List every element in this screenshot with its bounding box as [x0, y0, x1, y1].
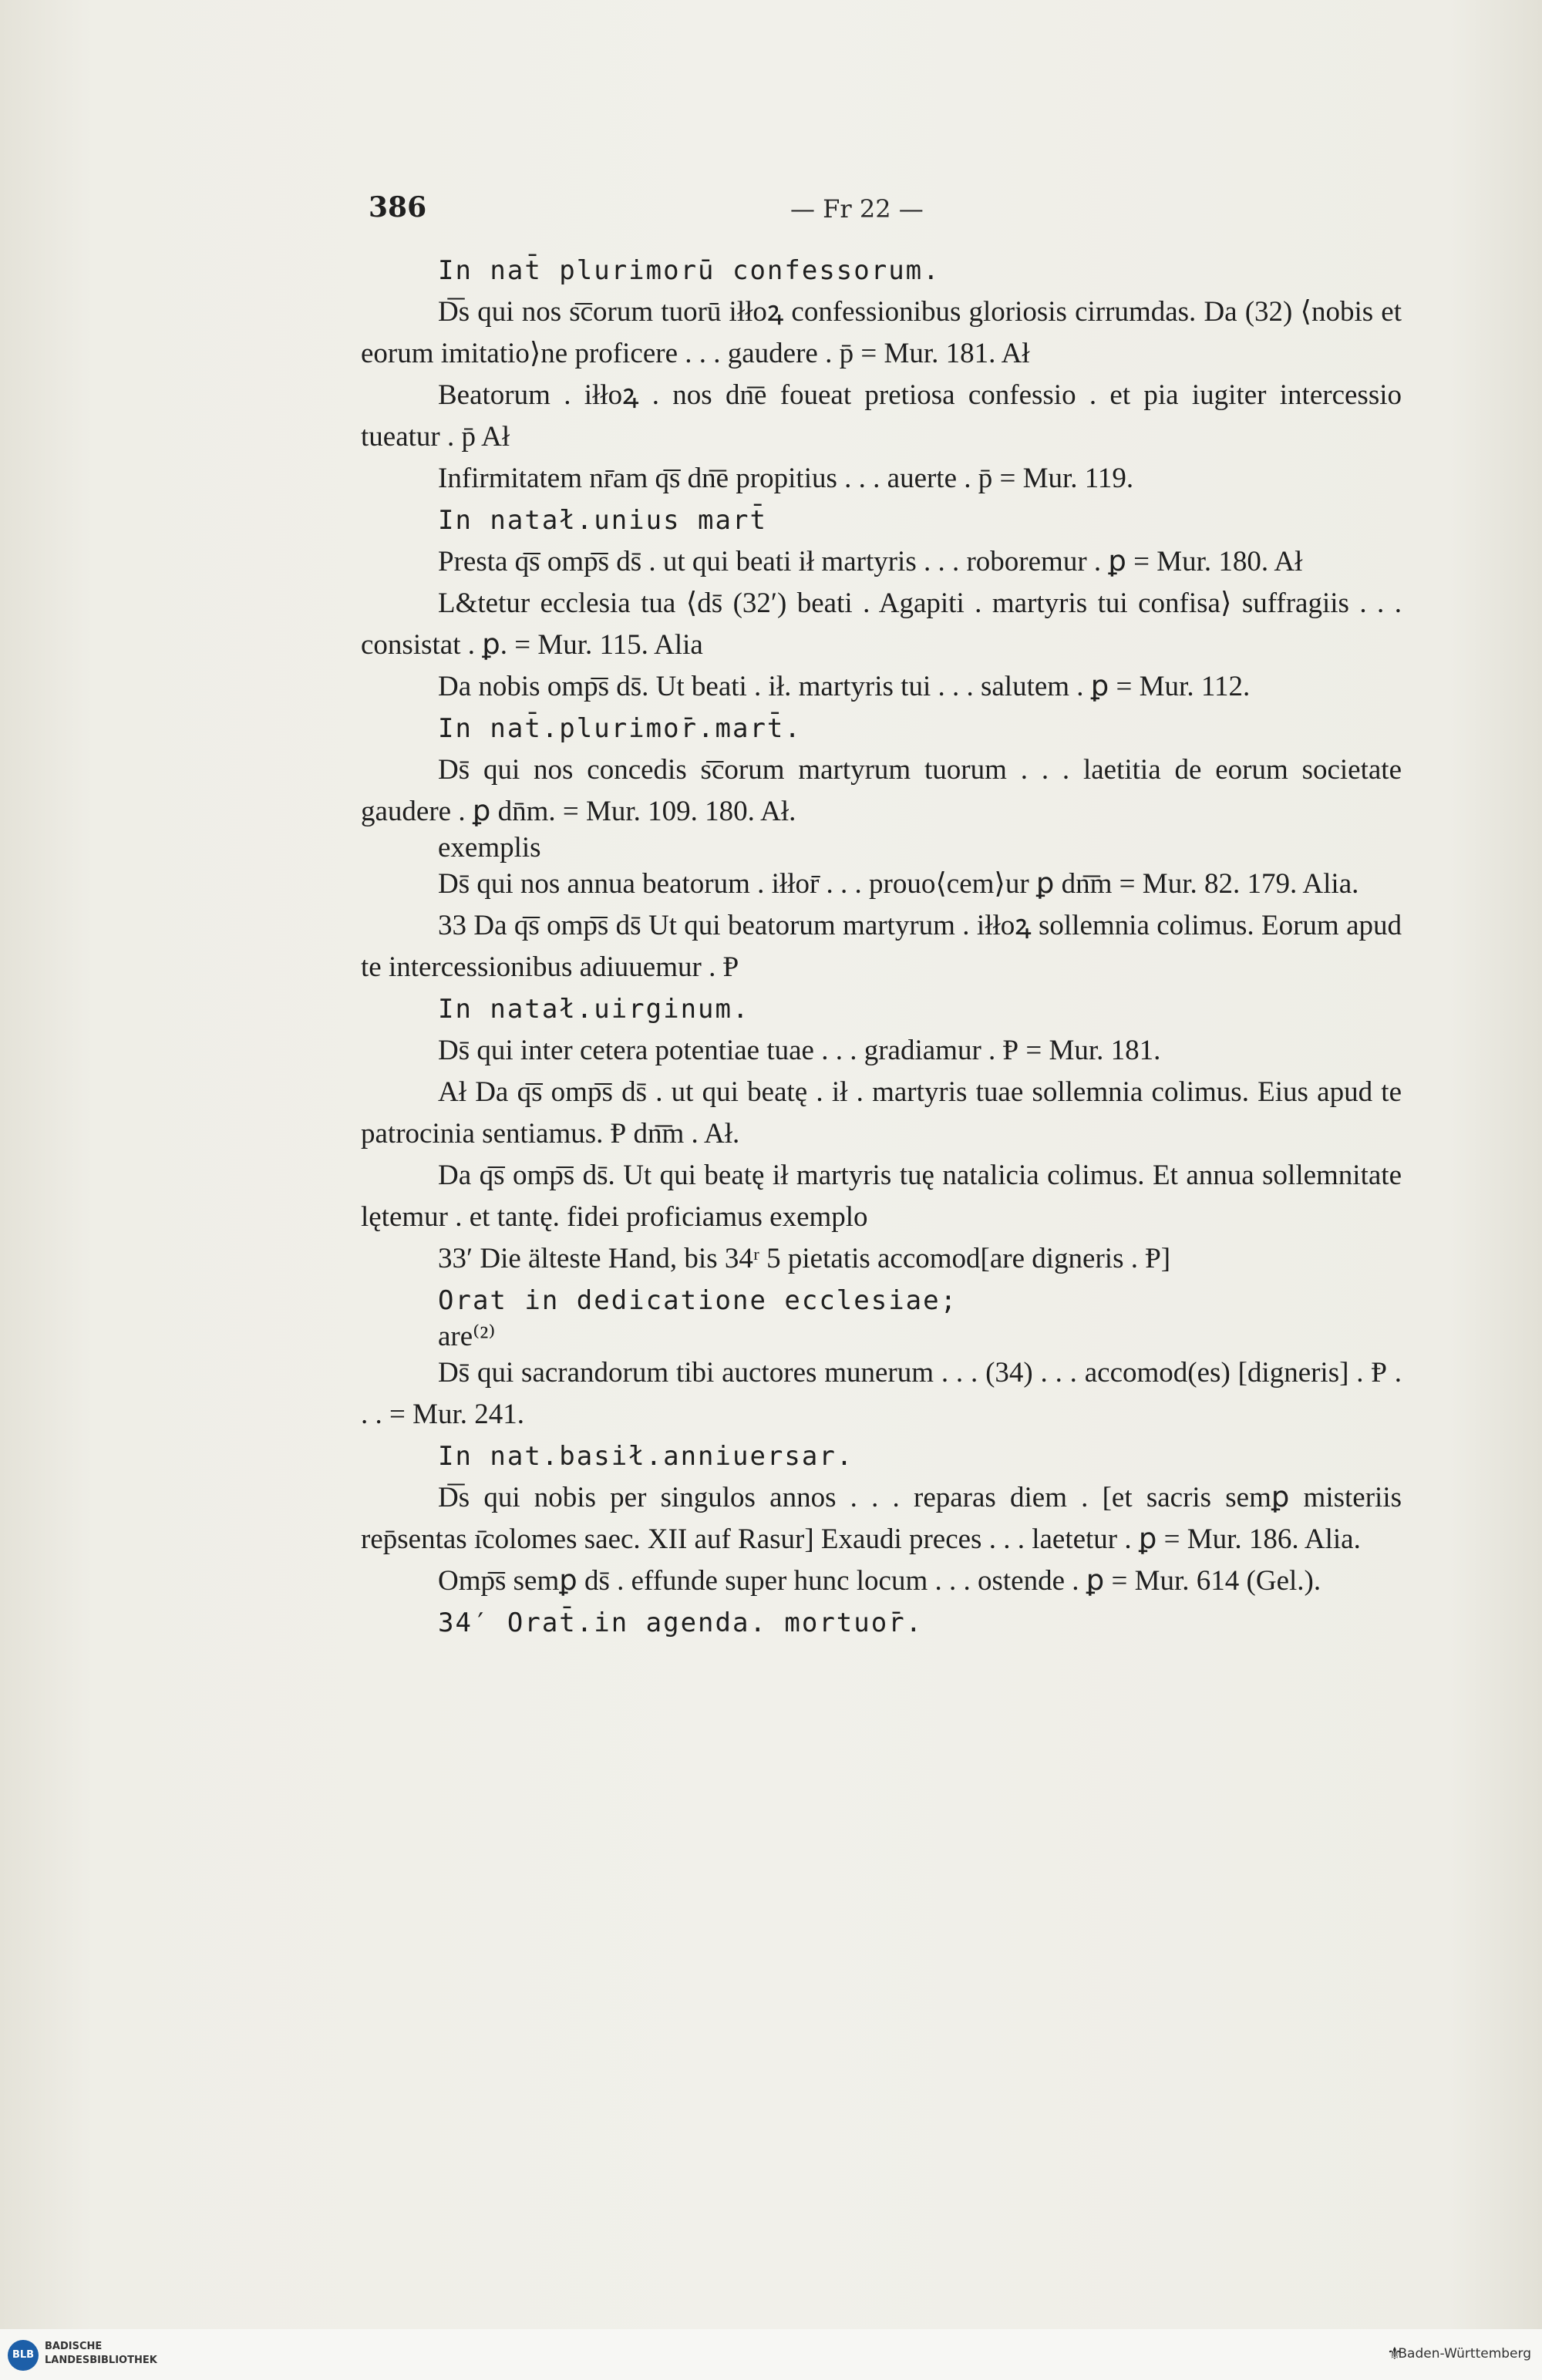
- prayer-paragraph: 33 Da q͞s omp͞s ds̄ Ut qui beatorum martyrum . iłłoꝝ sollemnia colimus. Eorum apud te intercessionibus adiuuemur . Ᵽ: [361, 910, 1402, 983]
- running-header: [0, 191, 1542, 230]
- prayer-paragraph: Ds̄ qui nos annua beatorum . iłłor̄ . . . prouo⟨cem⟩ur ꝑ dn͞m = Mur. 82. 179. Alia.: [438, 868, 1359, 900]
- rubric: In nat̄ plurimorū confessorum.: [438, 255, 941, 286]
- page-number: 386: [369, 191, 427, 224]
- editorial-note: 33′ Die älteste Hand, bis 34ʳ 5 pietatis accomod[are digneris . Ᵽ]: [438, 1243, 1171, 1274]
- prayer-paragraph: L&tetur ecclesia tua ⟨ds̄ (32′) beati . Agapiti . martyris tui confisa⟩ suffragiis . . . consistat . ꝑ. = Mur. 115. Alia: [361, 587, 1402, 661]
- folio-label: — Fr 22 —: [790, 194, 924, 224]
- rubric: In natał.uirginum.: [438, 994, 750, 1025]
- rubric: In nat.basił.anniuersar.: [438, 1441, 854, 1472]
- rubric: In nat̄.plurimor̄.mart̄.: [438, 713, 802, 744]
- prayer-paragraph: Presta q͞s omp͞s ds̄ . ut qui beati ił martyris . . . roboremur . ꝑ = Mur. 180. Ał: [438, 546, 1303, 577]
- prayer-paragraph: Beatorum . iłłoꝝ . nos dn͞e foueat pretiosa confessio . et pia iugiter intercessio tueatur . p̄ Ał: [361, 379, 1402, 453]
- rubric: 34′ Orat̄.in agenda. mortuor̄.: [438, 1607, 924, 1638]
- library-name: BADISCHE LANDESBIBLIOTHEK: [45, 2341, 157, 2366]
- prayer-paragraph: D͞s qui nos s͞corum tuorū iłłoꝝ confessionibus gloriosis cirrumdas. Da (32) ⟨nobis et eorum imitatio⟩ne proficere . . . gaudere . p̄ = Mur. 181. Ał: [361, 296, 1402, 369]
- stag-crest-icon: ⚜: [1387, 2345, 1402, 2364]
- prayer-paragraph: Ds̄ qui inter cetera potentiae tuae . . . gradiamur . Ᵽ = Mur. 181.: [438, 1035, 1161, 1066]
- prayer-paragraph: Infirmitatem nr̄am q͞s dn͞e propitius . . . auerte . p̄ = Mur. 119.: [438, 463, 1134, 494]
- prayer-paragraph: Da nobis omp͞s ds̄. Ut beati . ił. martyris tui . . . salutem . ꝑ = Mur. 112.: [438, 671, 1251, 702]
- marginal-gloss: are⁽²⁾: [438, 1321, 496, 1352]
- marginal-gloss: exemplis: [438, 832, 541, 863]
- prayer-paragraph: Omp͞s semꝑ ds̄ . effunde super hunc locum . . . ostende . ꝑ = Mur. 614 (Gel.).: [438, 1565, 1321, 1597]
- rubric: Orat in dedicatione ecclesiae;: [438, 1285, 958, 1316]
- blb-logo-icon: BLB: [8, 2340, 39, 2371]
- library-footer: [0, 2329, 1542, 2380]
- state-name: Baden-Württemberg: [1398, 2346, 1531, 2361]
- prayer-paragraph: D͞s qui nobis per singulos annos . . . reparas diem . [et sacris semꝑ misteriis rep̄sentas ı̄colomes saec. XII auf Rasur] Exaudi preces . . . laetetur . ꝑ = Mur. 186. Alia.: [361, 1482, 1402, 1555]
- main-text-block: [361, 250, 1402, 1644]
- prayer-paragraph: Da q͞s omp͞s ds̄. Ut qui beatę ił martyris tuę natalicia colimus. Et annua sollemnitate lętemur . et tantę. fidei proficiamus exemplo: [361, 1160, 1402, 1233]
- prayer-paragraph: Ds̄ qui sacrandorum tibi auctores munerum . . . (34) . . . accomod(es) [digneris] . Ᵽ . . . = Mur. 241.: [361, 1357, 1402, 1430]
- rubric: In natał.unius mart̄: [438, 505, 767, 536]
- prayer-paragraph: Ds̄ qui nos concedis s͞corum martyrum tuorum . . . laetitia de eorum societate gaudere . ꝑ dn̄m. = Mur. 109. 180. Ał.: [361, 754, 1402, 827]
- prayer-paragraph: Ał Da q͞s omp͞s ds̄ . ut qui beatę . ił . martyris tuae sollemnia colimus. Eius apud te patrocinia sentiamus. Ᵽ dn͞m . Ał.: [361, 1076, 1402, 1150]
